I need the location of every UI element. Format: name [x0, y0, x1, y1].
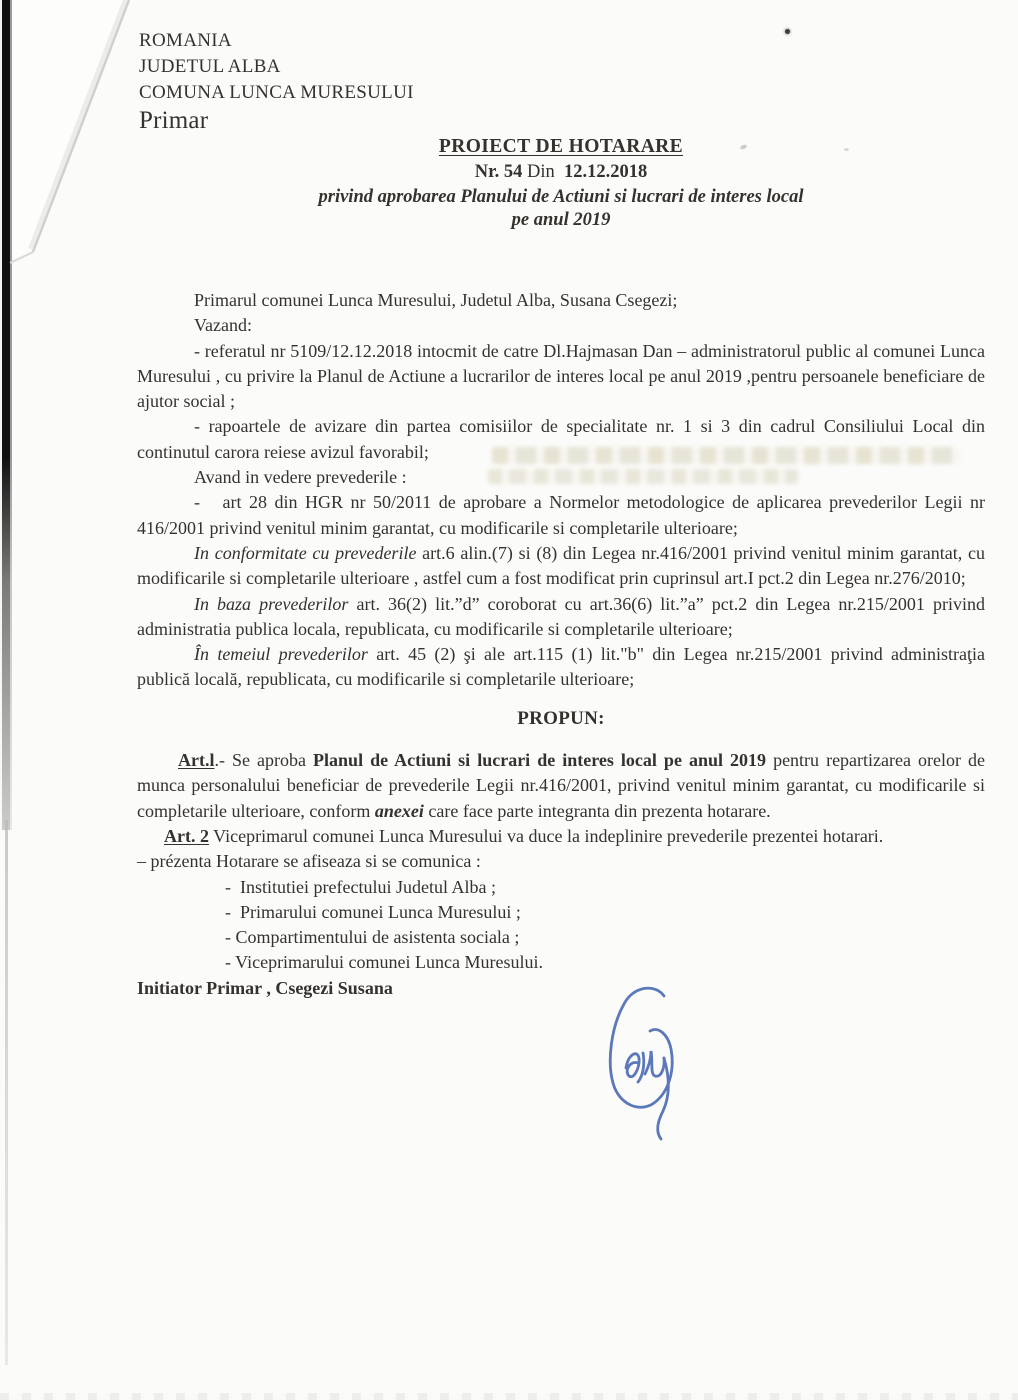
paragraph-rapoarte: - rapoartele de avizare din partea comisiilor de specialitate nr. 1 si 3 din cadrul Consiliului Local din continutul carora reiese avizul favorabil; [137, 416, 985, 462]
letterhead-country: ROMANIA [139, 30, 232, 51]
paragraph-avand: Avand in vedere prevederile : [194, 467, 407, 488]
paragraph-referat: - referatul nr 5109/12.12.2018 intocmit de catre Dl.Hajmasan Dan – administratorul public al comunei Lunca Muresului , cu privire la Planul de Actiune a lucrarilor de interes local pe anul 2019 ,pentru persoanele beneficiare de ajutor social ; [137, 340, 985, 412]
lead-in-italic: In conformitate cu prevederile [194, 542, 417, 563]
document-date: 12.12.2018 [564, 162, 648, 182]
paragraph-text: art.6 alin.(7) si (8) din Legea nr.416/2001 privind venitul minim garantat, cu modificarile si completarile ulterioare , astfel cum a fost modificat prin cuprinsul art.I pct.2 din Legea nr.276/2010; [137, 542, 986, 589]
document-number: Nr. 54 [474, 162, 523, 182]
list-item: - Viceprimarului comunei Lunca Muresului. [225, 952, 543, 973]
list-item: - Institutiei prefectului Judetul Alba ; [225, 876, 496, 897]
scan-bottom-edge [0, 1393, 1018, 1400]
anexei-emphasis: anexei [374, 800, 424, 821]
page-fold-artifact [0, 0, 160, 285]
article-2-label: Art. 2 [164, 825, 209, 846]
scan-edge-line [5, 820, 8, 1365]
paragraph-comunica: – prézenta Hotarare se afiseaza si se comunica : [137, 851, 481, 872]
document-number-din: Din [527, 162, 555, 182]
paragraph-art28: - art 28 din HGR nr 50/2011 de aprobare a Normelor metodologice de aplicarea prevederilor Legii nr 416/2001 privind venitul minim garantat, cu modificarile si completarile ulterioare; [137, 492, 985, 538]
paragraph-text: art. 45 (2) şi ale art.115 (1) lit."b" din Legea nr.215/2001 privind administraţia publică locală, republicata, cu modificarile si completarile ulterioare; [137, 644, 986, 690]
list-item: - Compartimentului de asistenta sociala ; [225, 927, 520, 948]
paragraph-text: Viceprimarul comunei Lunca Muresului va duce la indeplinire prevederile prezentei hotarari. [213, 825, 884, 846]
propun-heading: PROPUN: [517, 707, 605, 729]
title-block [137, 136, 985, 232]
paragraph-vazand: Vazand: [194, 315, 252, 336]
letterhead-county: JUDETUL ALBA [139, 56, 281, 77]
paragraph-text: care face parte integranta din prezenta hotarare. [428, 800, 771, 821]
paragraph-intro: Primarul comunei Lunca Muresului, Judetul Alba, Susana Csegezi; [194, 290, 678, 310]
plan-title-bold: Planul de Actiuni si lucrari de interes local pe anul 2019 [313, 750, 767, 771]
paragraph-art2 [137, 824, 985, 849]
paragraph-text: art. 36(2) lit.”d” coroborat cu art.36(6) lit.”a” pct.2 din Legea nr.215/2001 privind administratia publica locala, republicata, cu modificarile si completarile ulterioare; [137, 593, 985, 639]
document-body [137, 288, 985, 1001]
letterhead-office: Primar [139, 107, 209, 134]
document-title: PROIECT DE HOTARARE [438, 136, 684, 157]
document-subject-line1: privind aprobarea Planului de Actiuni si lucrari de interes local [318, 187, 804, 207]
ink-speck [785, 29, 790, 34]
letterhead [139, 28, 414, 136]
paragraph-art1 [137, 748, 985, 824]
distribution-list [225, 875, 985, 976]
paragraph-baza [137, 592, 985, 643]
article-1-label: Art.l [178, 750, 215, 771]
paragraph-temei [137, 642, 985, 693]
list-item: - Primarului comunei Lunca Muresului ; [225, 901, 521, 922]
paragraph-text: .- Se aproba [214, 750, 307, 771]
letterhead-commune: COMUNA LUNCA MURESULUI [139, 82, 414, 103]
paragraph-text: pentru repartizarea orelor de munca personalului beneficiar de prevederile Legii nr.416/2001, privind venitul minim garantat, cu modificarile si completarile ulterioare, conform [137, 750, 986, 821]
initiator-line: Initiator Primar , Csegezi Susana [137, 977, 393, 998]
document-subject-line2: pe anul 2019 [511, 210, 611, 230]
lead-in-italic: In baza prevederilor [194, 593, 349, 614]
lead-in-italic: În temeiul prevederilor [194, 644, 368, 665]
paragraph-conformitate [137, 541, 985, 592]
document-number-line [137, 162, 985, 183]
signature-ink [592, 982, 692, 1142]
